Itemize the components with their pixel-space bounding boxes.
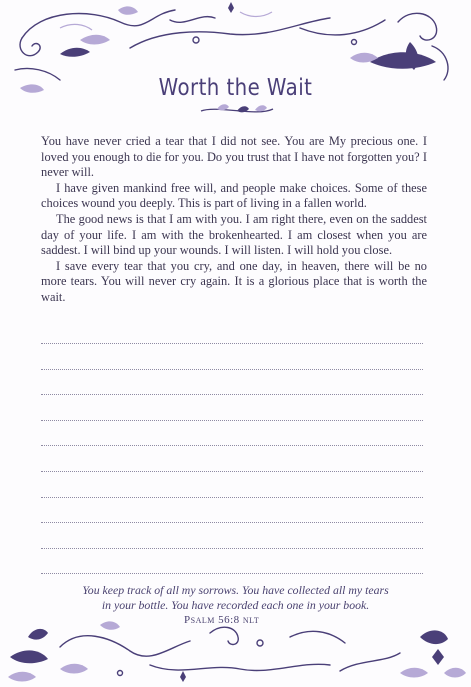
page-title: Worth the Wait <box>158 75 313 102</box>
paragraph: You have never cried a tear that I did not see. You are My precious one. I loved you enough to die for you. Do you trust that I have not forgotten you? I never will. <box>41 134 427 180</box>
journal-lines <box>41 343 423 599</box>
journal-line[interactable] <box>41 394 423 395</box>
paragraph: The good news is that I am with you. I am right there, even on the saddest day of your life. I am with the brokenhearted. I am closest when you are saddest. I will bind up your wounds. I will listen. I will hold you close. <box>41 211 427 258</box>
journal-line[interactable] <box>41 420 423 421</box>
journal-line[interactable] <box>41 548 423 549</box>
paragraph: I save every tear that you cry, and one day, in heaven, there will be no more tears. You will never cry again. It is a glorious place that is worth the wait. <box>41 258 427 304</box>
journal-line[interactable] <box>41 471 423 472</box>
verse-reference: Psalm 56:8 nlt <box>184 614 260 626</box>
title-ornament <box>197 101 277 119</box>
bottom-floral-border <box>0 607 471 687</box>
journal-line[interactable] <box>41 369 423 370</box>
verse-line-1: You keep track of all my sorrows. You have collected all my tears <box>82 583 389 597</box>
verse-line-2: in your bottle. You have recorded each one in your book. <box>101 597 370 612</box>
journal-line[interactable] <box>41 497 423 498</box>
journal-line[interactable] <box>41 343 423 344</box>
devotional-text <box>41 134 427 306</box>
journal-line[interactable] <box>41 573 423 574</box>
journal-line[interactable] <box>41 445 423 446</box>
journal-line[interactable] <box>41 522 423 523</box>
paragraph: I have given mankind free will, and people make choices. Some of these choices wound you deeply. This is part of living in a fallen world. <box>41 180 427 211</box>
